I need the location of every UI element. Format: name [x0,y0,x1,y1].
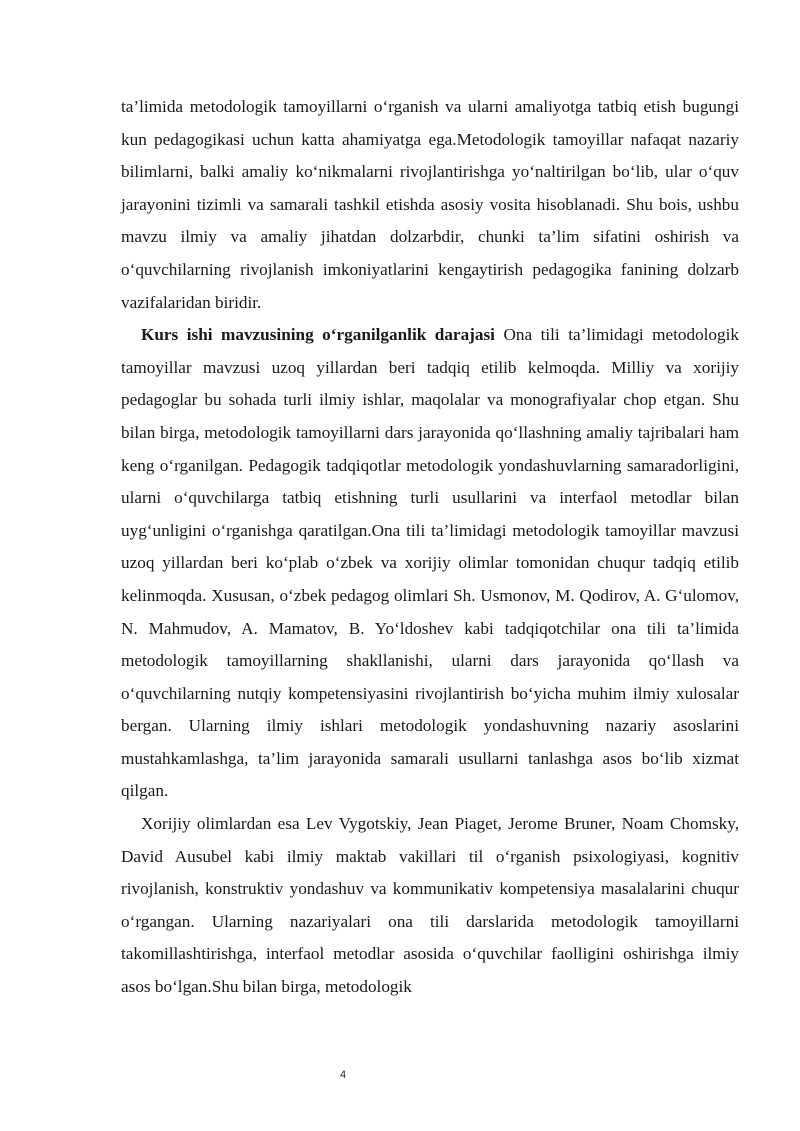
page-number: 4 [339,1069,347,1081]
paragraph-intro-continuation: ta’limida metodologik tamoyillarni o‘rganish va ularni amaliyotga tatbiq etish bugungi kun pedagogikasi uchun katta ahamiyatga ega.Metodologik tamoyillar nafaqat nazariy bilimlarni, balki amaliy ko‘nikmalarni rivojlantirishga yo‘naltirilgan bo‘lib, ular o‘quv jarayonini tizimli va samarali tashkil etishda asosiy vosita hisoblanadi. Shu bois, ushbu mavzu ilmiy va amaliy jihatdan dolzarbdir, chunki ta’lim sifatini oshirish va o‘quvchilarning rivojlanish imkoniyatlarini kengaytirish pedagogika fanining dolzarb vazifalaridan biridir. [121,97,739,312]
paragraph-research-level-text: Ona tili ta’limidagi metodologik tamoyillar mavzusi uzoq yillardan beri tadqiq etilib kelmoqda. Milliy va xorijiy pedagoglar bu sohada turli ilmiy ishlar, maqolalar va monografiyalar chop etgan. Shu bilan birga, metodologik tamoyillarni dars jarayonida qo‘llashning amaliy tajribalari ham keng o‘rganilgan. Pedagogik tadqiqotlar metodologik yondashuvlarning samaradorligini, ularni o‘quvchilarga tatbiq etishning turli usullarini va interfaol metodlar bilan uyg‘unligini o‘rganishga qaratilgan.Ona tili ta’limidagi metodologik tamoyillar mavzusi uzoq yillardan beri ko‘plab o‘zbek va xorijiy olimlar tomonidan chuqur tadqiq etilib kelinmoqda. Xususan, o‘zbek pedagog olimlari Sh. Usmonov, M. Qodirov, A. G‘ulomov, N. Mahmudov, A. Mamatov, B. Yo‘ldoshev kabi tadqiqotchilar ona tili ta’limida metodologik tamoyillarning shakllanishi, ularni dars jarayonida qo‘llash va o‘quvchilarning nutqiy kompetensiyasini rivojlantirish bo‘yicha muhim ilmiy xulosalar bergan. Ularning ilmiy ishlari metodologik yondashuvning nazariy asoslarini mustahkamlashga, ta’lim jarayonida samarali usullarni tanlashga asos bo‘lib xizmat qilgan. [121,325,739,801]
document-body [121,91,739,1004]
section-heading-research-level: Kurs ishi mavzusining o‘rganilganlik darajasi [141,325,495,345]
paragraph-foreign-scholars: Xorijiy olimlardan esa Lev Vygotskiy, Jean Piaget, Jerome Bruner, Noam Chomsky, David Ausubel kabi ilmiy maktab vakillari til o‘rganish psixologiyasi, kognitiv rivojlanish, konstruktiv yondashuv va kommunikativ kompetensiya masalalarini chuqur o‘rgangan. Ularning nazariyalari ona tili darslarida metodologik tamoyillarni takomillashtirishga, interfaol metodlar asosida o‘quvchilar faolligini oshirishga ilmiy asos bo‘lgan.Shu bilan birga, metodologik [121,814,739,997]
paragraph-research-level [121,319,739,808]
